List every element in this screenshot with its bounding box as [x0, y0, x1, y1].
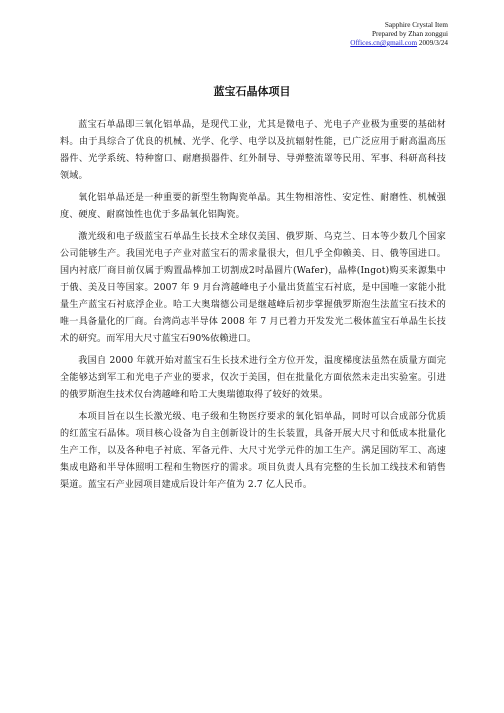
email-link[interactable]: Offices.cn@gmail.com: [350, 39, 418, 47]
paragraph: 激光级和电子级蓝宝石单晶生长技术全球仅美国、俄罗斯、乌克兰、日本等少数几个国家公司能够生产。我国光电子产业对蓝宝石的需求量很大，但几乎全仰赖美、日、俄等国进口。国内衬底厂商目前仅属于购置晶棒加工切割成2吋晶圆片(Wafer)，晶棒(Ingot)购买来源集中于俄、美及日等国家。2007 年 9 月台湾越峰电子小量出货蓝宝石衬底，是中国唯一家能小批量生产蓝宝石衬底浮企业。哈工大奥瑞德公司是继越峰后初步掌握俄罗斯泡生法蓝宝石技术的唯一具备量化的厂商。台湾尚志半导体 2008 年 7 月已着力开发发光二极体蓝宝石单晶生长技术的研究。而军用大尺寸蓝宝石90%依赖进口。: [60, 232, 446, 344]
paragraph: 我国自 2000 年就开始对蓝宝石生长技术进行全方位开发，温度梯度法虽然在质量方面完全能够达到军工和光电子产业的要求，仅次于美国，但在批量化方面依然未走出实验室。引进的俄罗斯泡生技术仅台湾越峰和哈工大奥瑞德取得了较好的效果。: [60, 356, 446, 400]
paragraph: 蓝宝石单晶即三氧化铝单晶，是现代工业，尤其是微电子、光电子产业极为重要的基础材料。由于具综合了优良的机械、光学、化学、电学以及抗辐射性能，已广泛应用于耐高温高压器件、光学系统、特种窗口、耐磨损器件、红外制导、导弹整流罩等民用、军事、科研高科技领域。: [60, 120, 446, 181]
paragraph: 氧化铝单晶还是一种重要的新型生物陶瓷单晶。其生物相溶性、安定性、耐磨性、机械强度、硬度、耐腐蚀性也优于多晶氧化铝陶瓷。: [60, 193, 446, 220]
header-contact: [350, 39, 448, 48]
document-body: [60, 117, 446, 499]
paragraph: 本项目旨在以生长激光级、电子级和生物医疗要求的氧化铝单晶，同时可以合成部分优质的红蓝宝石晶体。项目核心设备为自主创新设计的生长装置，具备开展大尺寸和低成本批量化生产工作，以及各种电子衬底、军备元件、大尺寸光学元件的加工生产。满足国防军工、高速集成电路和半导体照明工程和生物医疗的需求。项目负责人具有完整的生长加工线技术和销售渠道。蓝宝石产业园项目建成后设计年产值为 2.7 亿人民币。: [60, 412, 446, 490]
header-date: 2009/3/24: [418, 39, 448, 47]
page-title: 蓝宝石晶体项目: [213, 85, 291, 98]
document-header: [350, 21, 448, 48]
header-author: Prepared by Zhan zonggui: [371, 30, 448, 38]
header-item-title: Sapphire Crystal Item: [384, 21, 448, 29]
